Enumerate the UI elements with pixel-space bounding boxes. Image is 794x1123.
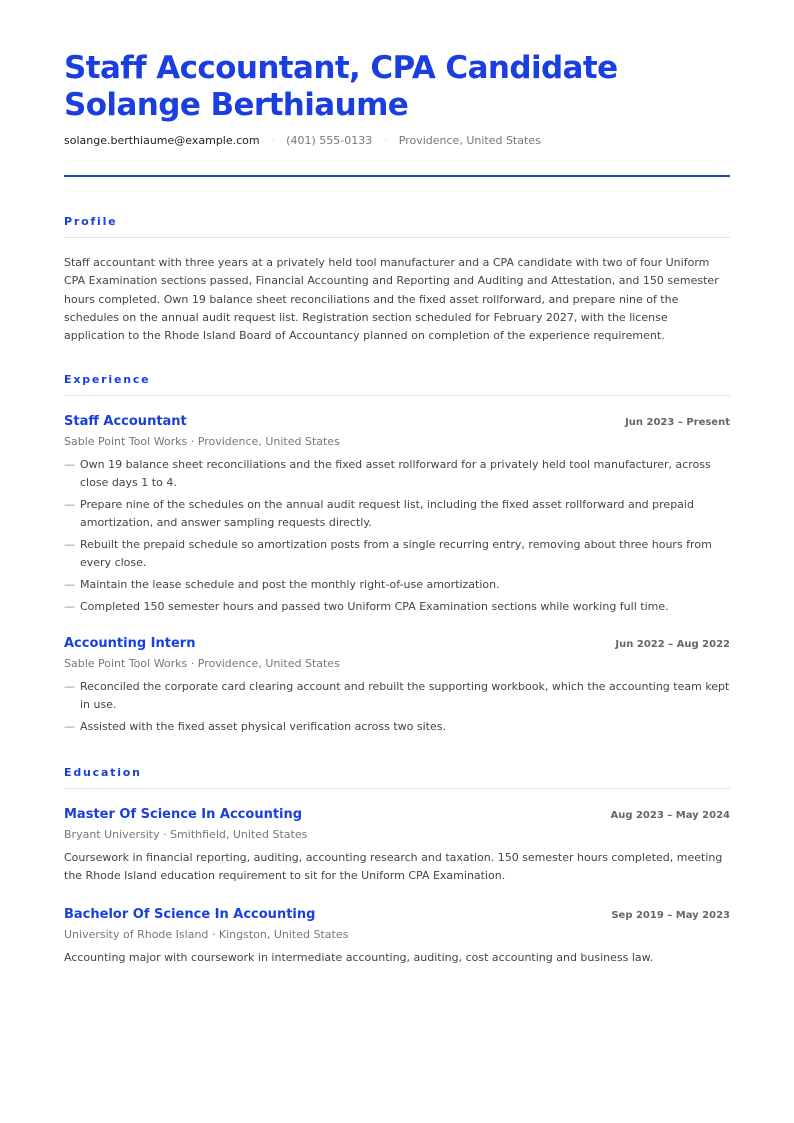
school-name: University of Rhode Island · Kingston, United States xyxy=(64,928,349,942)
bullet-item xyxy=(64,496,730,532)
bullet-text: Prepare nine of the schedules on the annual audit request list, including the fixed asset rollforward and prepaid amortization, and answer sampling requests directly. xyxy=(80,498,694,530)
job-employer: Sable Point Tool Works · Providence, United States xyxy=(64,657,340,671)
bullet-text: Reconciled the corporate card clearing account and rebuilt the supporting workbook, which the accounting team kept in use. xyxy=(80,680,730,712)
section-divider xyxy=(64,788,730,789)
bullet-item xyxy=(64,536,730,572)
education-section xyxy=(64,766,730,967)
bullet-text: Completed 150 semester hours and passed two Uniform CPA Examination sections while working full time. xyxy=(80,600,669,614)
bullet-item xyxy=(64,576,730,594)
location: Providence, United States xyxy=(398,134,541,147)
dash-marker: — xyxy=(64,458,75,472)
bullet-item xyxy=(64,678,730,714)
bullet-item xyxy=(64,718,730,736)
candidate-name: Staff Accountant, CPA Candidate Solange Berthiaume xyxy=(64,50,618,123)
experience-entry xyxy=(64,636,730,736)
entry-header xyxy=(64,636,730,651)
section-title-experience: Experience xyxy=(64,373,151,387)
experience-entry xyxy=(64,414,730,616)
education-entry xyxy=(64,907,730,967)
section-title-education: Education xyxy=(64,766,142,780)
bullet-text: Rebuilt the prepaid schedule so amortization posts from a single recurring entry, removing about three hours from every close. xyxy=(80,538,712,570)
section-title-profile: Profile xyxy=(64,215,118,228)
resume-page xyxy=(64,50,730,967)
phone-number: (401) 555-0133 xyxy=(286,134,373,147)
job-title: Staff Accountant xyxy=(64,414,187,430)
education-description: Coursework in financial reporting, auditing, accounting research and taxation. 150 semester hours completed, meeting the Rhode Island education requirement to sit for the Uniform CPA Examination. xyxy=(64,851,723,883)
dash-marker: — xyxy=(64,538,75,552)
bullet-item xyxy=(64,456,730,492)
job-bullets xyxy=(64,678,730,736)
degree-title: Master Of Science In Accounting xyxy=(64,807,303,823)
degree-title: Bachelor Of Science In Accounting xyxy=(64,907,316,923)
bullet-text: Maintain the lease schedule and post the monthly right-of-use amortization. xyxy=(80,578,500,592)
contact-line xyxy=(64,134,730,147)
contact-separator: · xyxy=(271,136,275,145)
email-address[interactable]: solange.berthiaume@example.com xyxy=(64,134,260,147)
experience-section xyxy=(64,373,730,736)
entry-header xyxy=(64,414,730,429)
section-divider xyxy=(64,395,730,396)
section-divider xyxy=(64,237,730,238)
bullet-text: Assisted with the fixed asset physical verification across two sites. xyxy=(80,720,446,734)
bullet-item xyxy=(64,598,730,616)
entry-header xyxy=(64,807,730,822)
entry-header xyxy=(64,907,730,922)
job-dates: Jun 2022 – Aug 2022 xyxy=(615,639,730,651)
bullet-text: Own 19 balance sheet reconciliations and the fixed asset rollforward for a privately held tool manufacturer, across close days 1 to 4. xyxy=(80,458,711,490)
contact-separator: · xyxy=(384,136,387,145)
dash-marker: — xyxy=(64,680,75,694)
job-title: Accounting Intern xyxy=(64,636,196,652)
school-name: Bryant University · Smithfield, United States xyxy=(64,828,308,842)
education-entry xyxy=(64,807,730,885)
education-dates: Sep 2019 – May 2023 xyxy=(611,910,730,922)
header-divider xyxy=(64,175,730,177)
education-dates: Aug 2023 – May 2024 xyxy=(610,810,730,822)
dash-marker: — xyxy=(64,498,75,512)
job-employer: Sable Point Tool Works · Providence, United States xyxy=(64,435,340,449)
profile-section xyxy=(64,215,730,345)
dash-marker: — xyxy=(64,720,75,734)
profile-summary: Staff accountant with three years at a privately held tool manufacturer and a CPA candidate with two of four Uniform CPA Examination sections passed, Financial Accounting and Reporting and Auditing and Attestation, and 150 semester hours completed. Own 19 balance sheet reconciliations and the fixed asset rollforward, and prepare nine of the schedules on the annual audit request list. Registration section scheduled for February 2027, with the license application to the Rhode Island Board of Accountancy planned on completion of the experience requirement. xyxy=(64,256,719,343)
dash-marker: — xyxy=(64,600,75,614)
dash-marker: — xyxy=(64,578,75,592)
job-bullets xyxy=(64,456,730,616)
education-description: Accounting major with coursework in intermediate accounting, auditing, cost accounting and business law. xyxy=(64,951,654,965)
job-dates: Jun 2023 – Present xyxy=(625,417,730,429)
